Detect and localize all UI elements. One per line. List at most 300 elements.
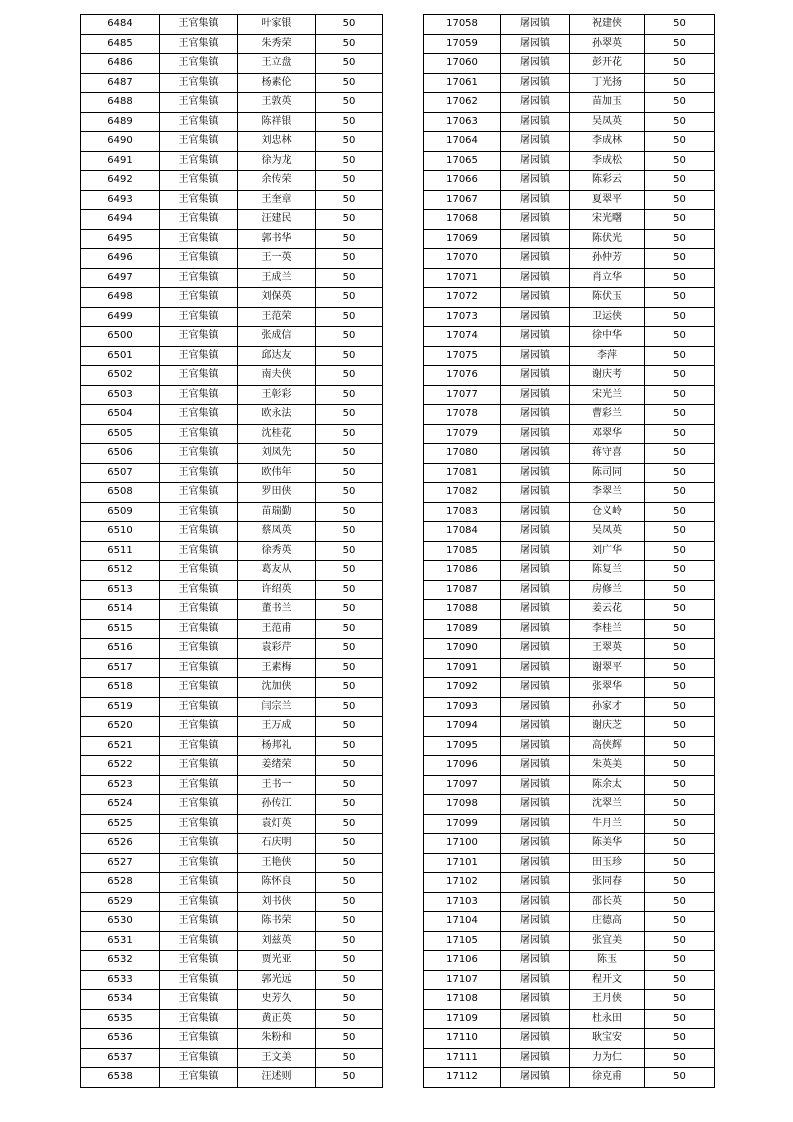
person-name-cell: 石庆明 [238,834,316,854]
town-cell: 屠园镇 [501,736,570,756]
serial-number-cell: 6498 [81,288,160,308]
amount-cell: 50 [645,34,715,54]
serial-number-cell: 17106 [424,951,501,971]
town-cell: 屠园镇 [501,54,570,74]
serial-number-cell: 17097 [424,775,501,795]
town-cell: 屠园镇 [501,697,570,717]
table-row [424,795,715,815]
serial-number-cell: 6515 [81,619,160,639]
amount-cell: 50 [316,34,383,54]
serial-number-cell: 6512 [81,561,160,581]
person-name-cell: 陈怀良 [238,873,316,893]
table-row [424,639,715,659]
town-cell: 屠园镇 [501,366,570,386]
table-row [81,580,383,600]
town-cell: 屠园镇 [501,307,570,327]
serial-number-cell: 6531 [81,931,160,951]
town-cell: 屠园镇 [501,268,570,288]
town-cell: 王官集镇 [160,229,238,249]
person-name-cell: 吴凤英 [570,112,645,132]
person-name-cell: 刘忠林 [238,132,316,152]
amount-cell: 50 [645,541,715,561]
table-row [81,1048,383,1068]
amount-cell: 50 [645,873,715,893]
serial-number-cell: 17109 [424,1009,501,1029]
town-cell: 王官集镇 [160,385,238,405]
serial-number-cell: 17090 [424,639,501,659]
serial-number-cell: 6502 [81,366,160,386]
amount-cell: 50 [316,171,383,191]
amount-cell: 50 [645,1068,715,1088]
person-name-cell: 徐为龙 [238,151,316,171]
table-row [424,54,715,74]
serial-number-cell: 6485 [81,34,160,54]
person-name-cell: 贾光亚 [238,951,316,971]
serial-number-cell: 6496 [81,249,160,269]
serial-number-cell: 6491 [81,151,160,171]
person-name-cell: 程开文 [570,970,645,990]
table-row [81,1009,383,1029]
town-cell: 屠园镇 [501,678,570,698]
person-name-cell: 汪建民 [238,210,316,230]
table-row [81,814,383,834]
town-cell: 屠园镇 [501,229,570,249]
town-cell: 屠园镇 [501,912,570,932]
person-name-cell: 夏翠平 [570,190,645,210]
town-cell: 屠园镇 [501,463,570,483]
serial-number-cell: 6534 [81,990,160,1010]
table-row [424,658,715,678]
town-cell: 屠园镇 [501,990,570,1010]
amount-cell: 50 [645,151,715,171]
person-name-cell: 宋光曙 [570,210,645,230]
person-name-cell: 王艳侠 [238,853,316,873]
amount-cell: 50 [316,697,383,717]
table-row [81,1029,383,1049]
town-cell: 屠园镇 [501,327,570,347]
town-cell: 王官集镇 [160,1009,238,1029]
town-cell: 屠园镇 [501,873,570,893]
table-row [81,873,383,893]
town-cell: 屠园镇 [501,385,570,405]
town-cell: 屠园镇 [501,483,570,503]
table-row [81,405,383,425]
amount-cell: 50 [316,151,383,171]
town-cell: 屠园镇 [501,658,570,678]
amount-cell: 50 [316,736,383,756]
person-name-cell: 姜绪荣 [238,756,316,776]
table-row [424,190,715,210]
amount-cell: 50 [316,307,383,327]
amount-cell: 50 [645,288,715,308]
amount-cell: 50 [316,853,383,873]
amount-cell: 50 [645,366,715,386]
serial-number-cell: 6497 [81,268,160,288]
town-cell: 王官集镇 [160,912,238,932]
table-row [81,93,383,113]
town-cell: 屠园镇 [501,132,570,152]
town-cell: 屠园镇 [501,561,570,581]
amount-cell: 50 [645,756,715,776]
amount-cell: 50 [316,639,383,659]
serial-number-cell: 6525 [81,814,160,834]
table-row [424,853,715,873]
serial-number-cell: 17060 [424,54,501,74]
town-cell: 王官集镇 [160,327,238,347]
table-row [81,892,383,912]
amount-cell: 50 [645,132,715,152]
amount-cell: 50 [316,268,383,288]
amount-cell: 50 [645,931,715,951]
serial-number-cell: 17063 [424,112,501,132]
amount-cell: 50 [645,795,715,815]
table-row [424,600,715,620]
serial-number-cell: 17111 [424,1048,501,1068]
serial-number-cell: 6505 [81,424,160,444]
amount-cell: 50 [316,385,383,405]
serial-number-cell: 6519 [81,697,160,717]
table-row [81,678,383,698]
left-roster-table [80,14,383,1088]
amount-cell: 50 [316,912,383,932]
table-row [81,736,383,756]
amount-cell: 50 [645,93,715,113]
person-name-cell: 卫运侠 [570,307,645,327]
person-name-cell: 蔡凤英 [238,522,316,542]
person-name-cell: 蒋守喜 [570,444,645,464]
person-name-cell: 陈祥银 [238,112,316,132]
person-name-cell: 余传荣 [238,171,316,191]
serial-number-cell: 17102 [424,873,501,893]
amount-cell: 50 [645,619,715,639]
person-name-cell: 邱达友 [238,346,316,366]
person-name-cell: 刘广华 [570,541,645,561]
person-name-cell: 葛友从 [238,561,316,581]
table-row [81,756,383,776]
serial-number-cell: 6533 [81,970,160,990]
person-name-cell: 徐中华 [570,327,645,347]
person-name-cell: 姜云花 [570,600,645,620]
table-row [81,132,383,152]
town-cell: 屠园镇 [501,444,570,464]
amount-cell: 50 [316,795,383,815]
person-name-cell: 高侠辉 [570,736,645,756]
town-cell: 王官集镇 [160,639,238,659]
person-name-cell: 王成兰 [238,268,316,288]
serial-number-cell: 6521 [81,736,160,756]
table-row [424,814,715,834]
town-cell: 王官集镇 [160,151,238,171]
table-row [424,93,715,113]
town-cell: 屠园镇 [501,1029,570,1049]
town-cell: 屠园镇 [501,15,570,35]
amount-cell: 50 [645,912,715,932]
town-cell: 屠园镇 [501,190,570,210]
table-row [424,873,715,893]
table-row [81,171,383,191]
town-cell: 王官集镇 [160,73,238,93]
table-row [81,346,383,366]
amount-cell: 50 [316,463,383,483]
person-name-cell: 王奎章 [238,190,316,210]
table-row [424,132,715,152]
person-name-cell: 沈桂花 [238,424,316,444]
person-name-cell: 朱英美 [570,756,645,776]
serial-number-cell: 6517 [81,658,160,678]
serial-number-cell: 6490 [81,132,160,152]
person-name-cell: 房修兰 [570,580,645,600]
serial-number-cell: 17065 [424,151,501,171]
amount-cell: 50 [316,483,383,503]
amount-cell: 50 [316,112,383,132]
table-row [424,775,715,795]
amount-cell: 50 [316,990,383,1010]
person-name-cell: 力为仁 [570,1048,645,1068]
table-row [424,1009,715,1029]
amount-cell: 50 [645,736,715,756]
town-cell: 王官集镇 [160,483,238,503]
table-row [81,1068,383,1088]
amount-cell: 50 [645,970,715,990]
table-row [424,912,715,932]
amount-cell: 50 [645,814,715,834]
serial-number-cell: 17100 [424,834,501,854]
town-cell: 屠园镇 [501,1048,570,1068]
person-name-cell: 杨素伦 [238,73,316,93]
serial-number-cell: 17103 [424,892,501,912]
person-name-cell: 欧永法 [238,405,316,425]
serial-number-cell: 6488 [81,93,160,113]
town-cell: 屠园镇 [501,93,570,113]
amount-cell: 50 [645,327,715,347]
person-name-cell: 王翠英 [570,639,645,659]
person-name-cell: 陈司同 [570,463,645,483]
town-cell: 王官集镇 [160,1048,238,1068]
table-row [424,502,715,522]
person-name-cell: 王彰彩 [238,385,316,405]
serial-number-cell: 6535 [81,1009,160,1029]
amount-cell: 50 [316,1009,383,1029]
amount-cell: 50 [645,54,715,74]
serial-number-cell: 6503 [81,385,160,405]
town-cell: 屠园镇 [501,34,570,54]
person-name-cell: 曹彩兰 [570,405,645,425]
table-row [81,444,383,464]
person-name-cell: 杨邦礼 [238,736,316,756]
serial-number-cell: 17062 [424,93,501,113]
table-row [81,990,383,1010]
town-cell: 屠园镇 [501,892,570,912]
town-cell: 屠园镇 [501,249,570,269]
table-row [81,366,383,386]
amount-cell: 50 [316,658,383,678]
amount-cell: 50 [316,249,383,269]
town-cell: 王官集镇 [160,795,238,815]
town-cell: 王官集镇 [160,775,238,795]
town-cell: 屠园镇 [501,405,570,425]
town-cell: 屠园镇 [501,346,570,366]
person-name-cell: 徐克甫 [570,1068,645,1088]
person-name-cell: 陈玉 [570,951,645,971]
town-cell: 屠园镇 [501,619,570,639]
serial-number-cell: 6522 [81,756,160,776]
person-name-cell: 陈美华 [570,834,645,854]
amount-cell: 50 [316,775,383,795]
town-cell: 王官集镇 [160,736,238,756]
person-name-cell: 刘保英 [238,288,316,308]
person-name-cell: 谢翠平 [570,658,645,678]
table-row [81,639,383,659]
person-name-cell: 许绍英 [238,580,316,600]
town-cell: 王官集镇 [160,990,238,1010]
amount-cell: 50 [316,522,383,542]
town-cell: 屠园镇 [501,151,570,171]
person-name-cell: 李翠兰 [570,483,645,503]
serial-number-cell: 17091 [424,658,501,678]
person-name-cell: 孙传江 [238,795,316,815]
amount-cell: 50 [645,600,715,620]
serial-number-cell: 6516 [81,639,160,659]
serial-number-cell: 17059 [424,34,501,54]
serial-number-cell: 6513 [81,580,160,600]
town-cell: 屠园镇 [501,210,570,230]
town-cell: 王官集镇 [160,34,238,54]
amount-cell: 50 [316,970,383,990]
town-cell: 王官集镇 [160,600,238,620]
serial-number-cell: 6510 [81,522,160,542]
amount-cell: 50 [645,268,715,288]
person-name-cell: 王范荣 [238,307,316,327]
serial-number-cell: 6509 [81,502,160,522]
town-cell: 王官集镇 [160,717,238,737]
person-name-cell: 谢庆芝 [570,717,645,737]
table-row [81,190,383,210]
amount-cell: 50 [645,229,715,249]
table-row [81,483,383,503]
person-name-cell: 祝建侠 [570,15,645,35]
amount-cell: 50 [645,444,715,464]
table-row [424,210,715,230]
serial-number-cell: 17108 [424,990,501,1010]
table-row [81,717,383,737]
amount-cell: 50 [316,73,383,93]
table-row [81,931,383,951]
table-row [81,502,383,522]
table-row [424,34,715,54]
amount-cell: 50 [316,834,383,854]
amount-cell: 50 [645,171,715,191]
serial-number-cell: 17096 [424,756,501,776]
town-cell: 屠园镇 [501,522,570,542]
town-cell: 王官集镇 [160,444,238,464]
amount-cell: 50 [316,1068,383,1088]
town-cell: 王官集镇 [160,249,238,269]
town-cell: 王官集镇 [160,931,238,951]
serial-number-cell: 6504 [81,405,160,425]
amount-cell: 50 [645,892,715,912]
serial-number-cell: 6527 [81,853,160,873]
amount-cell: 50 [645,1009,715,1029]
amount-cell: 50 [316,892,383,912]
serial-number-cell: 17068 [424,210,501,230]
table-row [81,249,383,269]
amount-cell: 50 [645,639,715,659]
table-row [81,34,383,54]
person-name-cell: 沈翠兰 [570,795,645,815]
amount-cell: 50 [316,132,383,152]
person-name-cell: 田玉珍 [570,853,645,873]
table-row [424,307,715,327]
person-name-cell: 刘书侠 [238,892,316,912]
amount-cell: 50 [645,834,715,854]
person-name-cell: 王万成 [238,717,316,737]
serial-number-cell: 17101 [424,853,501,873]
town-cell: 王官集镇 [160,346,238,366]
serial-number-cell: 6536 [81,1029,160,1049]
serial-number-cell: 17080 [424,444,501,464]
amount-cell: 50 [316,346,383,366]
table-row [81,970,383,990]
amount-cell: 50 [645,190,715,210]
person-name-cell: 王文美 [238,1048,316,1068]
serial-number-cell: 6523 [81,775,160,795]
amount-cell: 50 [316,405,383,425]
person-name-cell: 王月侠 [570,990,645,1010]
town-cell: 屠园镇 [501,502,570,522]
table-row [424,424,715,444]
person-name-cell: 董书兰 [238,600,316,620]
amount-cell: 50 [316,210,383,230]
person-name-cell: 郭书华 [238,229,316,249]
town-cell: 屠园镇 [501,834,570,854]
town-cell: 屠园镇 [501,951,570,971]
town-cell: 王官集镇 [160,405,238,425]
table-row [424,541,715,561]
serial-number-cell: 17085 [424,541,501,561]
serial-number-cell: 6532 [81,951,160,971]
town-cell: 屠园镇 [501,541,570,561]
serial-number-cell: 17058 [424,15,501,35]
town-cell: 王官集镇 [160,541,238,561]
table-row [424,288,715,308]
amount-cell: 50 [645,73,715,93]
serial-number-cell: 6528 [81,873,160,893]
table-row [424,483,715,503]
person-name-cell: 刘兹英 [238,931,316,951]
person-name-cell: 仓义岭 [570,502,645,522]
table-row [81,112,383,132]
town-cell: 屠园镇 [501,639,570,659]
table-row [81,853,383,873]
amount-cell: 50 [316,678,383,698]
serial-number-cell: 6507 [81,463,160,483]
person-name-cell: 杜永田 [570,1009,645,1029]
serial-number-cell: 17078 [424,405,501,425]
serial-number-cell: 6514 [81,600,160,620]
table-row [81,697,383,717]
town-cell: 王官集镇 [160,970,238,990]
town-cell: 王官集镇 [160,268,238,288]
amount-cell: 50 [645,561,715,581]
town-cell: 王官集镇 [160,697,238,717]
town-cell: 王官集镇 [160,15,238,35]
town-cell: 屠园镇 [501,795,570,815]
person-name-cell: 牛月兰 [570,814,645,834]
table-row [81,775,383,795]
person-name-cell: 肖立华 [570,268,645,288]
serial-number-cell: 17088 [424,600,501,620]
serial-number-cell: 17094 [424,717,501,737]
